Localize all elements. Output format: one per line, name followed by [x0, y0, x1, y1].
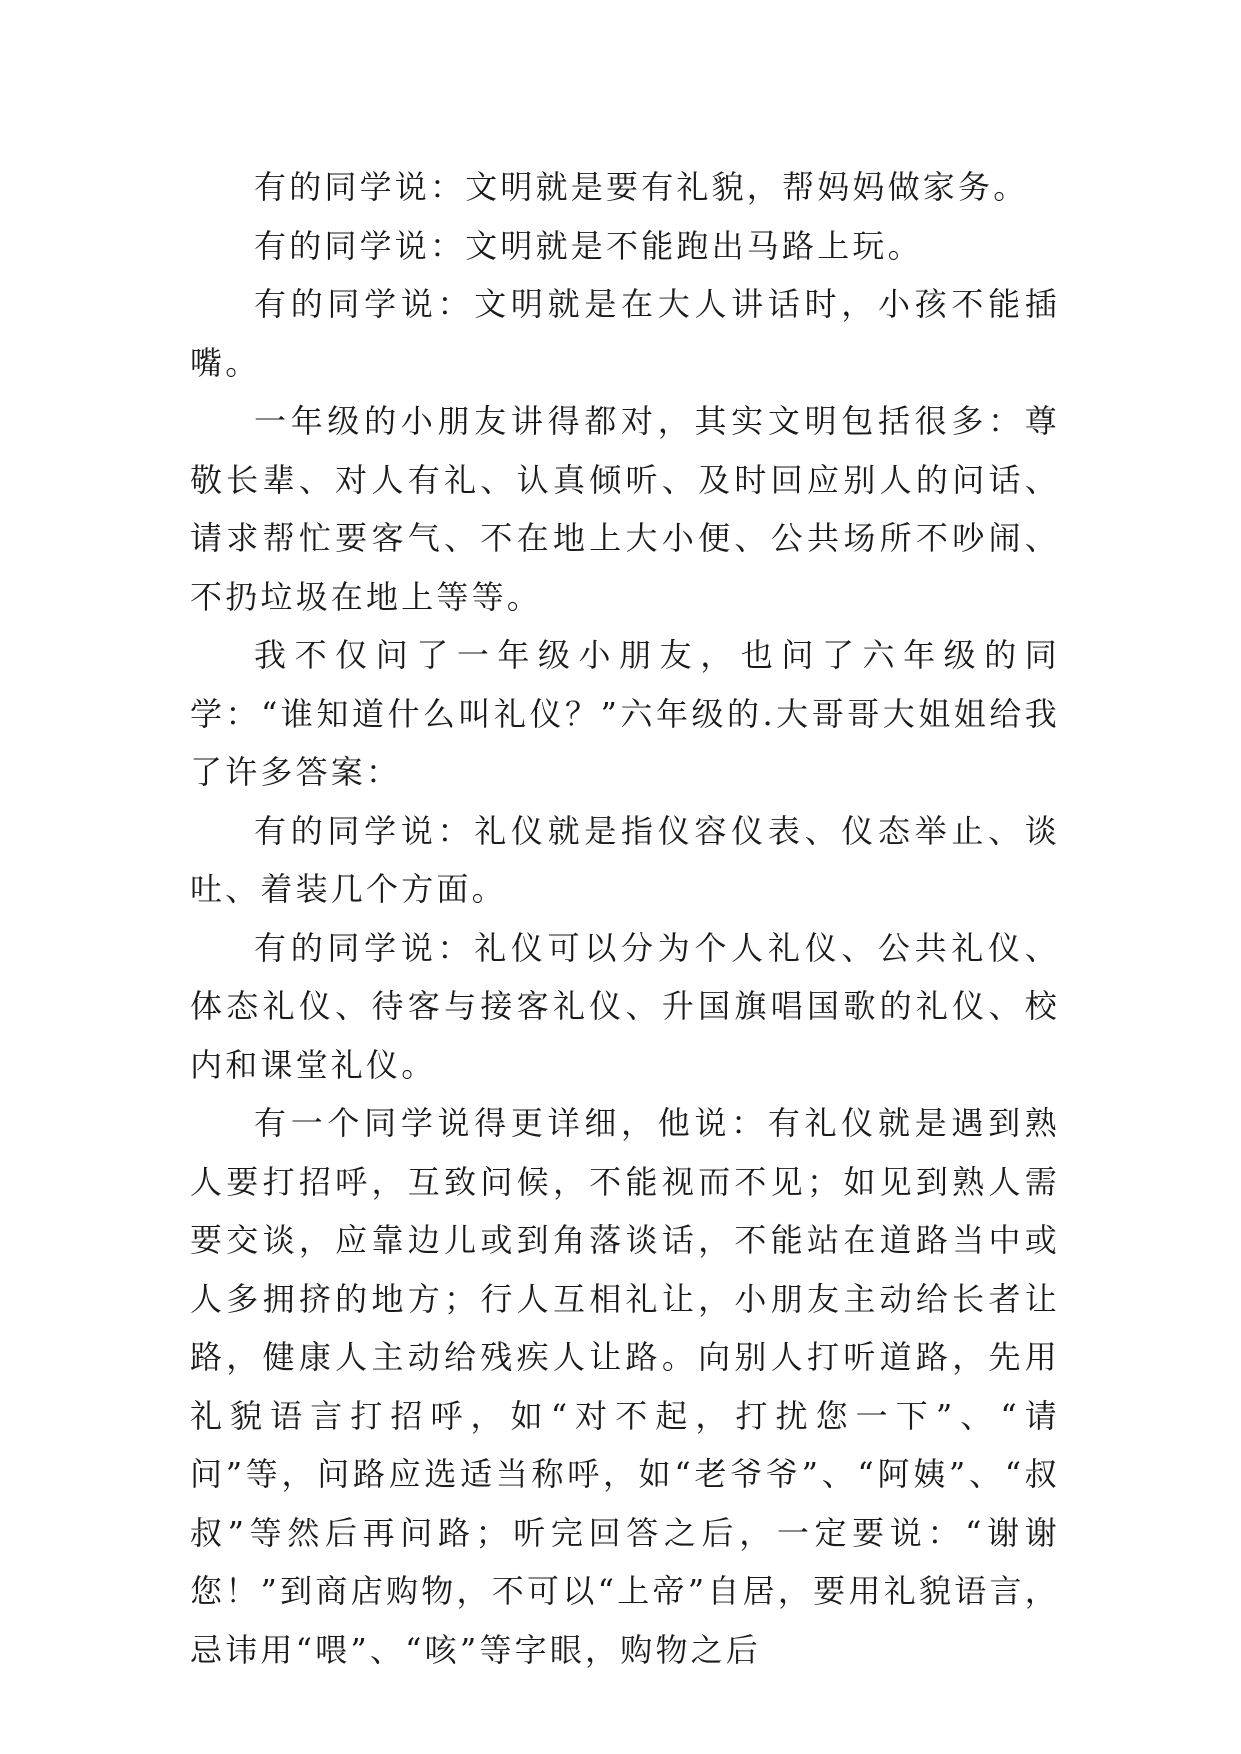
paragraph-5: 我不仅问了一年级小朋友，也问了六年级的同学：“谁知道什么叫礼仪？”六年级的.大哥哥大姐姐给我了许多答案：: [190, 636, 1060, 791]
paragraph-1: 有的同学说：文明就是要有礼貌，帮妈妈做家务。: [254, 168, 1029, 206]
paragraph-7: 有的同学说：礼仪可以分为个人礼仪、公共礼仪、体态礼仪、待客与接客礼仪、升国旗唱国歌的礼仪、校内和课堂礼仪。: [190, 928, 1060, 1084]
paragraph-2: 有的同学说：文明就是不能跑出马路上玩。: [254, 226, 923, 265]
paragraph-4: 一年级的小朋友讲得都对，其实文明包括很多：尊敬长辈、对人有礼、认真倾听、及时回应别人的问话、请求帮忙要客气、不在地上大小便、公共场所不吵闹、不扔垃圾在地上等等。: [190, 402, 1060, 616]
document-body: [190, 158, 1060, 1679]
paragraph-3: 有的同学说：文明就是在大人讲话时，小孩不能插嘴。: [190, 285, 1060, 382]
paragraph-8: 有一个同学说得更详细，他说：有礼仪就是遇到熟人要打招呼，互致问候，不能视而不见；如见到熟人需要交谈，应靠边儿或到角落谈话，不能站在道路当中或人多拥挤的地方；行人互相礼让，小朋友主动给长者让路，健康人主动给残疾人让路。向别人打听道路，先用礼貌语言打招呼，如“对不起，打扰您一下”、“请问”等，问路应选适当称呼，如“老爷爷”、“阿姨”、“叔叔”等然后再问路；听完回答之后，一定要说：“谢谢您！”到商店购物，不可以“上帝”自居，要用礼貌语言，忌讳用“喂”、“咳”等字眼，购物之后: [190, 1104, 1060, 1669]
paragraph-6: 有的同学说：礼仪就是指仪容仪表、仪态举止、谈吐、着装几个方面。: [190, 811, 1060, 908]
